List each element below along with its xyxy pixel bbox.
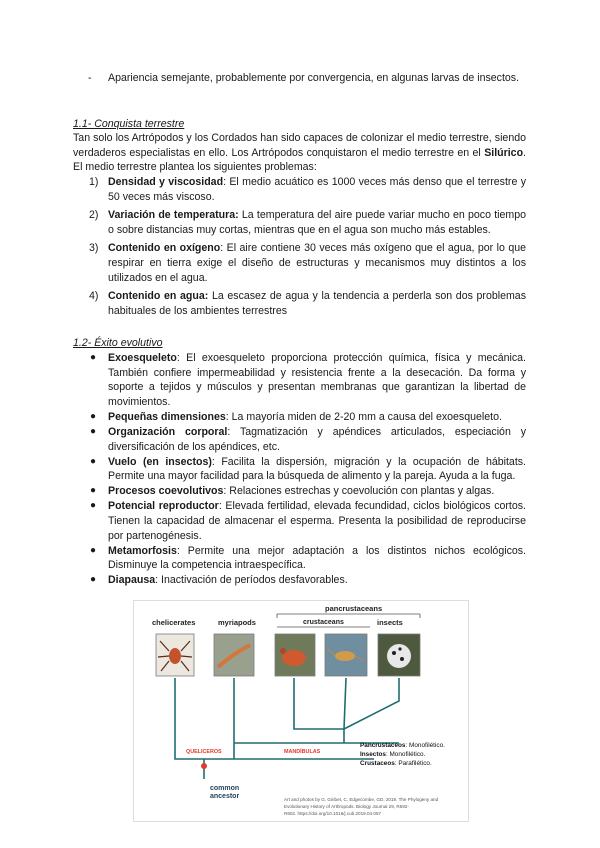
item-text: La temperatura del aire puede variar mucho en poco tiempo o sobre distancias muy cortas, mientras que en el agua son mucho más estables. — [108, 209, 526, 236]
list-item — [73, 351, 526, 409]
credit-line-1: Art and photos by G. Giribet, C. Edgecombe, GD, 2019. The Phylogeny and — [284, 797, 439, 802]
branch-crab — [294, 678, 344, 743]
list-item — [73, 573, 526, 588]
item-number: 3) — [89, 242, 99, 255]
label-pancrustaceans: pancrustaceans — [325, 604, 383, 613]
dash-marker: - — [88, 72, 92, 84]
para-text-2: . El medio terrestre plantea los siguientes problemas: — [73, 146, 526, 174]
item-bold: Contenido en oxígeno — [108, 242, 221, 255]
section-title-conquista: 1.1- Conquista terrestre — [73, 118, 185, 130]
bullet-marker: ● — [90, 410, 97, 422]
branch-shrimp — [344, 678, 346, 729]
list-item — [73, 484, 526, 499]
legend-insectos: Insectos: Monofilético. — [360, 751, 426, 758]
photo-myriapod — [214, 634, 254, 676]
intro-dash-item — [88, 71, 526, 86]
item-bold: Exoesqueleto — [108, 352, 177, 364]
node-common-ancestor — [201, 763, 207, 769]
item-bold: Vuelo (en insectos) — [108, 455, 212, 468]
label-myriapods: myriapods — [218, 618, 256, 627]
phylogeny-figure — [133, 600, 469, 822]
list-item — [73, 241, 526, 285]
item-number: 1) — [89, 176, 99, 188]
item-number: 2) — [89, 209, 99, 222]
credit-line-2: Evolutionary History of Arthropods. Biology Journal 29, R592- — [284, 804, 409, 809]
item-text: : Inactivación de períodos desfavorables. — [155, 574, 348, 587]
list-item — [73, 410, 526, 425]
item-bold: Variación de temperatura: — [108, 209, 239, 222]
item-bold: Contenido en agua: — [108, 290, 209, 303]
list-item — [73, 289, 526, 318]
bullet-marker: ● — [90, 574, 97, 586]
legend-crustaceos: Crustaceos: Parafilético. — [360, 760, 432, 767]
item-text: : Tagmatización y apéndices articulados, especiación y diversificación de los apéndices, etc. — [108, 425, 526, 453]
label-chelicerates: chelicerates — [152, 618, 196, 627]
problems-list — [73, 175, 526, 322]
list-item — [73, 499, 526, 543]
bullet-marker: ● — [90, 425, 97, 437]
bullet-marker: ● — [90, 455, 97, 467]
branch-insects — [344, 678, 399, 729]
label-queliceros: QUELICEROS — [186, 749, 222, 755]
item-text: : El exoesqueleto proporciona protección química, física y mecánica. También confiere impermeabilidad y resistencia frente a la desecación. Da forma y soporte a tejidos y músculos y presentan membranas que garantizan la libertad de movimientos. — [108, 352, 526, 408]
list-item — [73, 425, 526, 454]
item-text: : La mayoría miden de 2-20 mm a causa del exoesqueleto. — [225, 410, 502, 423]
bullet-marker: ● — [90, 485, 97, 497]
para-text-1: Tan solo los Artrópodos y los Cordados han sido capaces de colonizar el medio terrestre, siendo verdaderos especialistas en ello. Los Artrópodos conquistaron el medio terrestre en el — [73, 132, 526, 159]
bullet-marker: ● — [90, 544, 97, 556]
legend-pancrustaceos: Pancrustaceos: Monofilético. — [360, 742, 445, 749]
bullet-marker: ● — [90, 500, 97, 512]
credit-line-3: R602. https://doi.org/10.1016/j.cub.2019.04.057 — [284, 811, 382, 816]
label-mandibulas: MANDÍBULAS — [284, 749, 321, 755]
item-bold: Procesos coevolutivos — [108, 485, 224, 498]
item-bold: Pequeñas dimensiones — [108, 410, 226, 423]
item-number: 4) — [89, 290, 99, 303]
item-text: : El medio acuático es 1000 veces más denso que el terrestre y 50 veces más viscoso. — [108, 176, 526, 203]
photo-insect — [378, 634, 420, 676]
photo-crab — [275, 634, 315, 676]
item-text: : El aire contiene 30 veces más oxígeno que el agua, por lo que respirar en tierra exige el diseño de estructuras y mecanismos muy distintos a los utilizados en el agua. — [108, 242, 526, 284]
item-bold: Organización corporal — [108, 425, 228, 438]
label-ancestor: ancestor — [210, 793, 240, 800]
branch-chelicerates — [175, 678, 234, 759]
section1-paragraph — [73, 131, 526, 175]
label-insects: insects — [377, 618, 403, 627]
item-bold: Densidad y viscosidad — [108, 176, 224, 188]
item-bold: Metamorfosis — [108, 544, 177, 557]
list-item — [73, 544, 526, 573]
item-text: : Relaciones estrechas y coevolución con plantas y algas. — [223, 485, 495, 498]
item-text: : Permite una mejor adaptación a los distintos nichos ecológicos. Disminuye la competencia intraespecífica. — [108, 544, 526, 572]
list-item — [73, 455, 526, 484]
photo-shrimp — [325, 634, 367, 676]
para-bold: Silúrico — [484, 146, 524, 159]
success-list — [73, 351, 526, 589]
item-bold: Potencial reproductor — [108, 500, 219, 513]
item-text: : Elevada fertilidad, elevada fecundidad, ciclos biológicos cortos. Tienen la capacidad de almacenar el esperma. Presenta la posibilidad de reproducirse por partenogénesis. — [108, 500, 526, 542]
intro-text: Apariencia semejante, probablemente por convergencia, en algunas larvas de insectos. — [108, 72, 520, 84]
label-crustaceans: crustaceans — [303, 619, 344, 626]
label-common: common — [210, 785, 240, 792]
item-bold: Diapausa — [108, 574, 156, 587]
list-item — [73, 208, 526, 237]
section-title-exito: 1.2- Éxito evolutivo — [73, 337, 163, 349]
phylogeny-svg — [134, 601, 468, 821]
item-text: : Facilita la dispersión, migración y la ocupación de hábitats. Permite una mayor facilidad para la búsqueda de alimento y la pareja. Ayuda a la fuga. — [108, 455, 526, 483]
photo-chelicerate — [156, 634, 194, 676]
item-text: La escasez de agua y la tendencia a perderla son dos problemas habituales de los ambientes terrestres — [108, 290, 526, 317]
bullet-marker: ● — [90, 352, 97, 363]
list-item — [73, 175, 526, 204]
